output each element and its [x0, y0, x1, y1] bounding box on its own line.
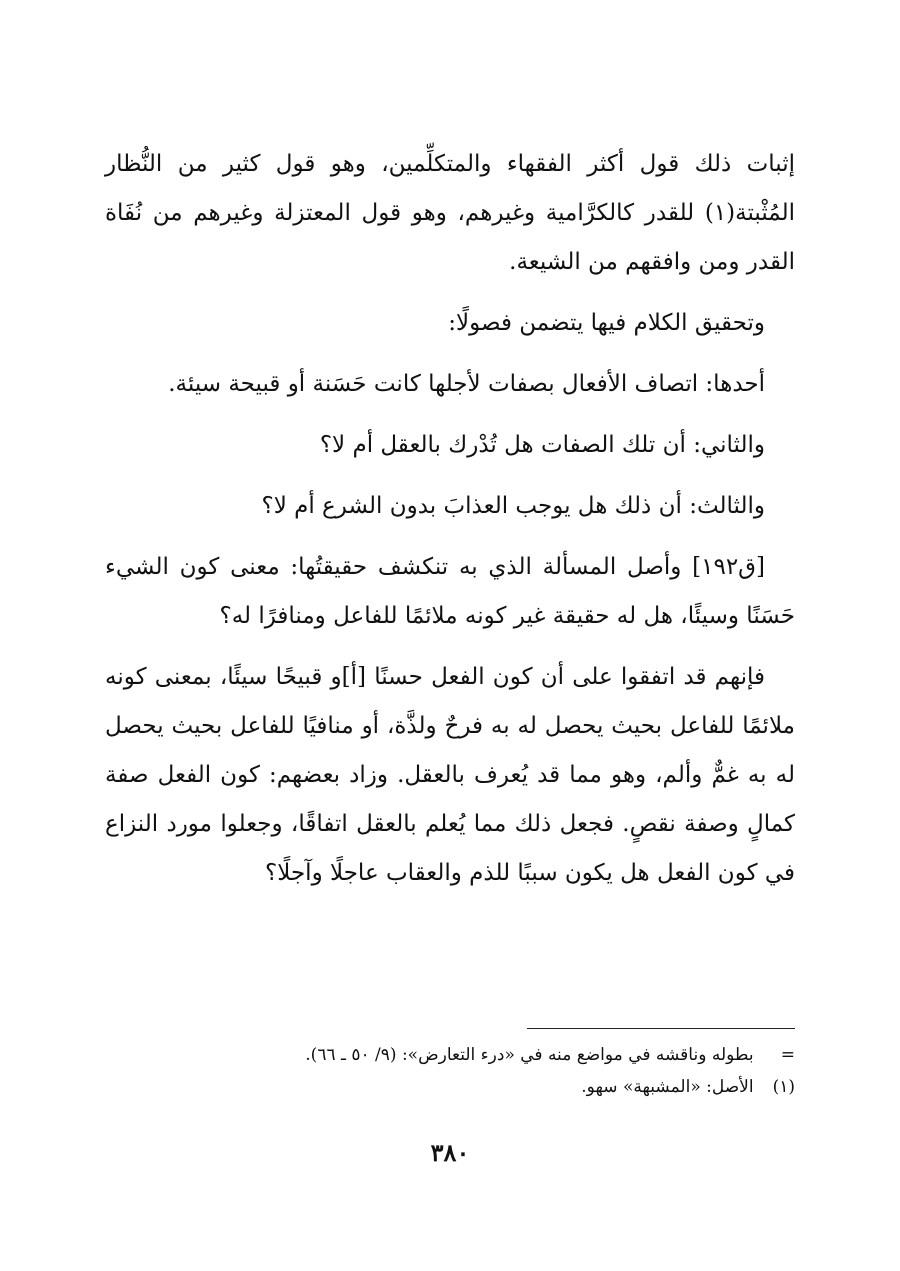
page-number: ٣٨٠ — [430, 1138, 470, 1167]
paragraph-4: والثاني: أن تلك الصفات هل تُدْرك بالعقل أم لا؟ — [319, 432, 765, 458]
paragraph-2: وتحقيق الكلام فيها يتضمن فصولًا: — [448, 310, 765, 336]
paragraph-3: أحدها: اتصاف الأفعال بصفات لأجلها كانت حَسَنة أو قبيحة سيئة. — [168, 371, 765, 397]
footnote-1 — [105, 1071, 795, 1103]
footnote-continuation-text: بطوله وناقشه في مواضع منه في «درء التعارض»: (٩/ ٥٠ ـ ٦٦). — [305, 1045, 754, 1065]
paragraph-1: إثبات ذلك قول أكثر الفقهاء والمتكلِّمين، وهو قول كثير من النُّظار المُثْبتة(١) للقدر كالكرَّامية وغيرهم، وهو قول المعتزلة وغيرهم من نُفَاة القدر ومن وافقهم من الشيعة. — [105, 151, 795, 275]
footnote-continuation-marker: = — [780, 1045, 795, 1065]
paragraph-7: فإنهم قد اتفقوا على أن كون الفعل حسنًا [أ]و قبيحًا سيئًا، بمعنى كونه ملائمًا للفاعل بحيث يحصل له به فرحٌ ولذَّة، أو منافيًا للفاعل بحيث يحصل له به غمٌّ وألم، وهو مما قد يُعرف بالعقل. وزاد بعضهم: كون الفعل صفة كمالٍ وصفة نقصٍ. فجعل ذلك مما يُعلم بالعقل اتفاقًا، وجعلوا مورد النزاع في كون الفعل هل يكون سببًا للذم والعقاب عاجلًا وآجلًا؟ — [105, 664, 795, 886]
paragraph-5: والثالث: أن ذلك هل يوجب العذابَ بدون الشرع أم لا؟ — [261, 493, 765, 519]
main-text — [105, 140, 795, 910]
footnote-1-text: الأصل: «المشبهة» سهو. — [581, 1077, 754, 1097]
footnote-rule — [527, 1028, 795, 1029]
footnote-continuation — [105, 1039, 795, 1071]
footnote-1-marker: (١) — [772, 1077, 795, 1097]
paragraph-6: [ق١٩٢] وأصل المسألة الذي به تنكشف حقيقتُها: معنى كون الشيء حَسَنًا وسيئًا، هل له حقيقة غير كونه ملائمًا للفاعل ومنافرًا له؟ — [105, 554, 795, 629]
footnotes — [105, 1028, 795, 1103]
